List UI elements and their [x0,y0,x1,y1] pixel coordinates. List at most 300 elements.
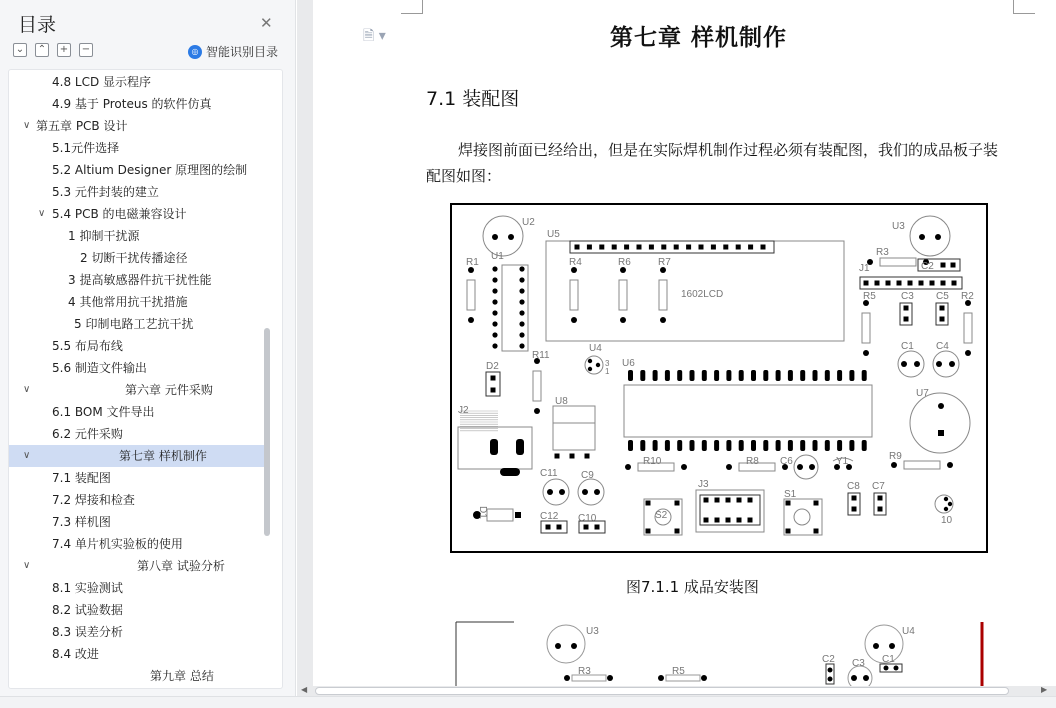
pcb-pad [726,370,731,381]
label-u2: U2 [522,217,535,228]
pcb-pad [938,430,944,436]
label-pin-1: 1 [605,367,610,376]
pcb-pad [904,306,909,311]
figure2-pad [571,643,577,649]
pcb-pad [786,501,791,506]
toc-item-label: 8.3 误差分析 [52,625,123,639]
pcb-pad [878,496,883,501]
pcb-pad [492,343,497,348]
pcb-pad [665,370,670,381]
label-d2: D2 [486,361,499,372]
toc-item-label: 5.6 制造文件输出 [52,361,147,375]
figure2-pad [889,643,895,649]
toc-item[interactable] [9,511,264,533]
toc-item[interactable] [9,357,264,379]
scroll-thumb[interactable] [315,687,1009,695]
toc-item-label: 第五章 PCB 设计 [36,119,128,133]
toc-item[interactable] [9,533,264,555]
pcb-pad [878,507,883,512]
pcb-pad [646,529,651,534]
figure2-pad [555,643,561,649]
pcb-pad [519,321,524,326]
pcb-pad [596,363,600,367]
label-j2: J2 [458,405,469,416]
pcb-pad [612,245,617,250]
toc-item[interactable] [9,401,264,423]
pcb-pad [715,518,720,523]
toc-scrollbar[interactable] [264,328,270,536]
label-r3: R3 [876,247,889,258]
toc-item[interactable] [9,643,264,665]
smart-toc-icon: ◎ [188,45,202,59]
scroll-right-icon[interactable]: ▶ [1041,685,1048,694]
figure2-pad [873,643,879,649]
pcb-pad [519,277,524,282]
toc-item-label: 5.4 PCB 的电磁兼容设计 [52,207,187,221]
label-c1: C1 [901,341,914,352]
toc-item-label: 5 印制电路工艺抗干扰 [74,317,194,331]
pcb-pad [813,440,818,451]
label-c6: C6 [780,456,793,467]
pcb-pad [726,498,731,503]
pcb-pad [519,288,524,293]
pcb-pad [546,525,551,530]
pcb-pad [919,234,925,240]
pcb-pad [940,306,945,311]
toc-item[interactable] [9,599,264,621]
toc-item[interactable] [9,379,264,401]
figure2-pad [894,666,899,671]
pcb-pad [660,317,666,323]
figure2-u3-outline [547,625,585,663]
section-title: 7.1 装配图 [426,88,520,110]
fig2-label-u4: U4 [902,626,915,637]
toc-item-label: 7.2 焊接和检查 [52,493,135,507]
pcb-pad [930,281,935,286]
pcb-pad [704,498,709,503]
pcb-pad [584,525,589,530]
pcb-pad [797,464,803,470]
label-s2: S2 [655,510,668,521]
label-u4: U4 [589,343,602,354]
toc-item-label: 5.3 元件封装的建立 [52,185,159,199]
label-u1: U1 [491,251,504,262]
document-page [313,0,1056,686]
toc-item-label: 7.4 单片机实验板的使用 [52,537,183,551]
label-c2: C2 [921,261,934,272]
pcb-pad [726,464,732,470]
pcb-pad [547,489,553,495]
pcb-pad [559,489,565,495]
toc-item[interactable] [9,423,264,445]
pcb-pad [941,263,946,268]
pcb-pad [726,518,731,523]
pcb-pad [534,408,540,414]
toc-item-label: 8.1 实验测试 [52,581,123,595]
pcb-pad [862,370,867,381]
pcb-pad [936,361,942,367]
pcb-pad [739,440,744,451]
pcb-pad [649,245,654,250]
pcb-pad [587,245,592,250]
pcb-pad [628,440,633,451]
pcb-pad [500,468,520,476]
pcb-pad [508,234,514,240]
toc-item[interactable] [9,159,264,181]
pcb-pad [852,496,857,501]
pcb-pad [492,332,497,337]
label-c4: C4 [936,341,949,352]
fig2-label-u3: U3 [586,626,599,637]
chevron-down-icon[interactable]: ∨ [23,450,31,461]
pcb-pad [704,518,709,523]
pcb-pad [947,462,953,468]
pcb-pad [813,370,818,381]
label-y1: Y1 [836,456,849,467]
pcb-pad [941,281,946,286]
pcb-pad [714,440,719,451]
label-j3: J3 [698,479,709,490]
scroll-left-icon[interactable]: ◀ [301,685,308,694]
pcb-pad [519,332,524,337]
pcb-pad [492,277,497,282]
pcb-pad [714,370,719,381]
pcb-pad [646,501,651,506]
pcb-pad [681,464,687,470]
fig2-label-r5: R5 [672,666,685,677]
remove-item-icon[interactable]: − [79,43,93,57]
pcb-pad [519,299,524,304]
pcb-pad [690,440,695,451]
pcb-pad [965,350,971,356]
pcb-pad [837,370,842,381]
pcb-pad [582,489,588,495]
pcb-pad [737,518,742,523]
pcb-pad [699,245,704,250]
label-r5: R5 [863,291,876,302]
fig2-label-r3: R3 [578,666,591,677]
pcb-pad [914,361,920,367]
toc-item-label: 4.9 基于 Proteus 的软件仿真 [52,97,212,111]
pcb-pad [886,281,891,286]
label-u7: U7 [916,388,929,399]
pcb-pad [739,370,744,381]
toc-item-label: 5.1元件选择 [52,141,120,155]
toc-item[interactable] [9,577,264,599]
pcb-pad [519,266,524,271]
toc-item[interactable] [9,137,264,159]
pcb-pad [575,245,580,250]
pcb-pad [588,359,592,363]
figure2-pad [607,675,613,681]
pcb-pad [949,361,955,367]
label-r4: R4 [569,257,582,268]
pcb-pad [751,370,756,381]
toc-item[interactable] [9,203,264,225]
pcb-pad [492,234,498,240]
pcb-pad [492,321,497,326]
smart-toc-button[interactable] [188,43,278,60]
toc-item[interactable] [9,313,264,335]
chapter-title: 第七章 样机制作 [610,24,788,51]
pcb-pad [736,245,741,250]
pcb-pad [675,501,680,506]
pcb-pad [944,507,948,511]
label-r7: R7 [658,257,671,268]
toc-item-label: 6.2 元件采购 [52,427,123,441]
label-u6: U6 [622,358,635,369]
body-paragraph: 焊接图前面已经给出，但是在实际焊机制作过程必须有装配图，我们的成品板子装配图如图： [426,141,999,185]
pcb-pad [901,361,907,367]
toc-item[interactable] [9,445,264,467]
pcb-pad [519,310,524,315]
corner-mark-left [401,0,423,14]
pcb-pad [863,350,869,356]
label-c9: C9 [581,470,594,481]
pcb-pad [788,370,793,381]
pcb-pad [515,512,521,518]
pcb-pad [519,343,524,348]
toc-toolbar [13,43,93,57]
pcb-pad [571,317,577,323]
toc-list-container [8,69,283,689]
pcb-pad [516,439,524,455]
toc-item-label: 2 切断干扰传播途径 [80,251,188,265]
pcb-pad [776,370,781,381]
figure2-pad [863,675,869,681]
toc-item-label: 6.1 BOM 文件导出 [52,405,155,419]
figure2-pad [884,666,889,671]
pcb-pad [491,388,496,393]
label-u3: U3 [892,221,905,232]
pcb-pad [952,281,957,286]
pcb-pad [491,376,496,381]
status-bar [0,696,1056,708]
chevron-down-icon[interactable]: ∨ [23,560,31,571]
pcb-pad [908,281,913,286]
smart-toc-label: 智能识别目录 [206,45,279,59]
pcb-pad [665,440,670,451]
pcb-pad [555,454,560,459]
pcb-pad [763,440,768,451]
pcb-pad [677,440,682,451]
pcb-pad [677,370,682,381]
toc-item[interactable] [9,225,264,247]
pcb-pad [800,440,805,451]
collapse-all-icon[interactable]: ⌃ [35,43,49,57]
pcb-pad [938,403,944,409]
toc-item[interactable] [9,291,264,313]
fig2-label-c3: C3 [852,658,865,669]
figure2-pad [564,675,570,681]
figure2-pad [701,675,707,681]
pcb-pad [825,440,830,451]
pcb-pad [875,281,880,286]
toc-item[interactable] [9,269,264,291]
label-c12: C12 [540,511,559,522]
toc-item-label: 1 抑制干扰源 [68,229,140,243]
pcb-pad [904,317,909,322]
pcb-pad [737,498,742,503]
toc-item-label: 7.3 样机图 [52,515,111,529]
label-c11: C11 [540,468,558,479]
toc-item-label: 第六章 元件采购 [125,383,213,397]
pcb-pad [557,525,562,530]
label-r2: R2 [961,291,974,302]
pcb-pad [585,454,590,459]
pcb-pad [599,245,604,250]
label-pin-3: 3 [605,359,610,368]
pcb-pad [640,370,645,381]
toc-item[interactable] [9,247,264,269]
pcb-pad [748,498,753,503]
label-r9: R9 [889,451,902,462]
pcb-pad [492,266,497,271]
pcb-pad [748,245,753,250]
pcb-pad [715,498,720,503]
toc-item-label: 第七章 样机制作 [119,449,207,463]
pcb-pad [726,440,731,451]
figure2-c3-outline [848,666,872,686]
pcb-pad [711,245,716,250]
pcb-pad [653,440,658,451]
horizontal-scrollbar[interactable] [297,686,1056,696]
pcb-pad [763,370,768,381]
pcb-pad [640,440,645,451]
toc-item-label: 3 提高敏感器件抗干扰性能 [68,273,212,287]
toc-item-label: 第八章 试验分析 [137,559,225,573]
toc-item[interactable] [9,489,264,511]
pcb-pad [490,439,498,455]
pcb-pad [814,501,819,506]
figure2-pad [828,677,833,682]
pcb-pad [897,281,902,286]
pcb-pad [625,464,631,470]
pcb-pad [948,502,952,506]
toc-item[interactable] [9,71,264,93]
pcb-pad [786,529,791,534]
pcb-pad [675,529,680,534]
label-j1: J1 [859,263,870,274]
pcb-pad [588,367,592,371]
label-s1: S1 [784,489,797,500]
label-d1: D1 [477,506,488,519]
label-c8: C8 [847,481,860,492]
pcb-pad [944,497,948,501]
label-u5: U5 [547,229,560,240]
label-c3: C3 [901,291,914,302]
pcb-pad [864,281,869,286]
pcb-pad [661,245,666,250]
pcb-pad [570,454,575,459]
chevron-down-icon[interactable]: ∨ [23,120,31,131]
figure2-pad [828,668,833,673]
label-r6: R6 [618,257,631,268]
toc-item[interactable] [9,555,264,577]
document-area [297,0,1056,708]
expand-all-icon[interactable]: ⌄ [13,43,27,57]
pcb-pad [690,370,695,381]
pcb-pad [748,518,753,523]
label-r8: R8 [746,456,759,467]
toc-item-label: 5.2 Altium Designer 原理图的绘制 [52,163,248,177]
toc-item-label: 4.8 LCD 显示程序 [52,75,152,89]
toc-item[interactable] [9,621,264,643]
chevron-down-icon[interactable]: ∨ [38,208,46,219]
pcb-pad [492,288,497,293]
pcb-pad [837,440,842,451]
label-c10: C10 [578,513,597,524]
pcb-pad [849,440,854,451]
pcb-pad [751,440,756,451]
toc-item[interactable] [9,467,264,489]
close-icon[interactable]: ✕ [260,14,273,32]
toc-item[interactable] [9,93,264,115]
pcb-pad [800,370,805,381]
pcb-pad [620,317,626,323]
pcb-pad [891,462,897,468]
label-r1: R1 [466,257,479,268]
fig2-label-c1: C1 [882,654,895,665]
figure2-pad [851,675,857,681]
pcb-pad [814,529,819,534]
toc-item-label: 第九章 总结 [150,669,214,683]
pcb-pad [788,440,793,451]
toc-item[interactable] [9,335,264,357]
pcb-pad [595,525,600,530]
toc-item-label: 4 其他常用抗干扰措施 [68,295,188,309]
pcb-pad [862,440,867,451]
pcb-pad [940,317,945,322]
label-lcd: 1602LCD [681,289,724,300]
label-r11: R11 [532,350,550,361]
label-c5: C5 [936,291,949,302]
figure2-pad [658,675,664,681]
pcb-pad [628,370,633,381]
document-icon[interactable]: 🗎 ▾ [363,28,386,44]
label-c7: C7 [872,481,885,492]
label-q1: 10 [941,515,953,526]
chevron-down-icon[interactable]: ∨ [23,384,31,395]
pcb-pad [919,281,924,286]
pcb-pad [674,245,679,250]
fig2-label-c2: C2 [822,654,835,665]
pcb-pad [723,245,728,250]
label-u8: U8 [555,396,568,407]
toc-item-label: 5.5 布局布线 [52,339,123,353]
pcb-pad [852,507,857,512]
pcb-pad [702,440,707,451]
pcb-pad [776,440,781,451]
add-item-icon[interactable]: + [57,43,71,57]
figure-caption: 图7.1.1 成品安装图 [626,578,759,596]
corner-mark-right [1013,0,1035,14]
toc-item[interactable] [9,181,264,203]
toc-item-label: 7.1 装配图 [52,471,111,485]
toc-item[interactable] [9,115,264,137]
toc-item[interactable] [9,665,264,687]
toc-panel [0,0,296,708]
pcb-pad [809,464,815,470]
pcb-pad [702,370,707,381]
label-r10: R10 [643,456,662,467]
pcb-figure-2 [450,618,988,686]
figure2-c1-body [880,664,902,672]
pcb-pad [492,310,497,315]
pcb-pad [686,245,691,250]
pcb-pad [849,370,854,381]
pcb-pad [492,299,497,304]
